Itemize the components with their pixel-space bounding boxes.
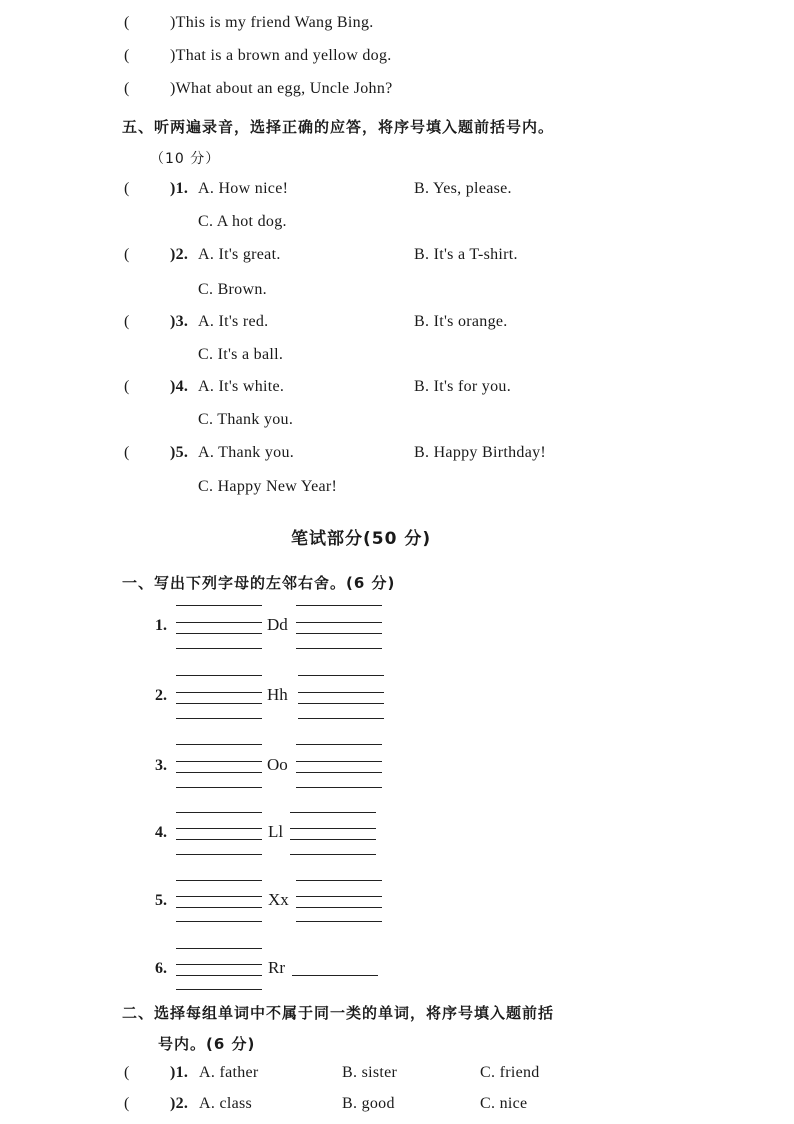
option-a: A. father — [199, 1064, 259, 1081]
writing-answer-line[interactable] — [176, 839, 262, 840]
section-heading-continued: 号内。(6 分) — [158, 1035, 256, 1053]
sentence-text: )That is a brown and yellow dog. — [170, 47, 392, 64]
writing-guide-line — [176, 880, 262, 881]
option-b: B. It's orange. — [414, 313, 508, 330]
item-number: 5. — [155, 892, 167, 909]
item-number: 3. — [155, 757, 167, 774]
writing-answer-line[interactable] — [176, 633, 262, 634]
written-section-title: 笔试部分(50 分) — [291, 529, 432, 549]
option-c: C. Happy New Year! — [198, 478, 338, 495]
writing-answer-line[interactable] — [176, 907, 262, 908]
section-heading: 五、听两遍录音，选择正确的应答，将序号填入题前括号内。 — [122, 118, 555, 136]
item-number: )1. — [170, 180, 189, 197]
sentence-text: )This is my friend Wang Bing. — [170, 14, 374, 31]
writing-answer-line[interactable] — [298, 703, 384, 704]
answer-paren[interactable]: ( — [124, 1095, 130, 1112]
section-heading: 二、选择每组单词中不属于同一类的单词，将序号填入题前括 — [122, 1004, 555, 1022]
option-b: B. It's a T-shirt. — [414, 246, 518, 263]
writing-answer-line[interactable] — [296, 772, 382, 773]
item-number: 6. — [155, 960, 167, 977]
writing-guide-line — [296, 605, 382, 606]
writing-guide-line — [176, 948, 262, 949]
option-c: C. nice — [480, 1095, 528, 1112]
option-b: B. Yes, please. — [414, 180, 512, 197]
letter-pair: Ll — [268, 822, 284, 841]
option-b: B. It's for you. — [414, 378, 512, 395]
letter-pair: Dd — [267, 615, 288, 634]
writing-guide-line — [296, 921, 382, 922]
answer-paren[interactable]: ( — [124, 80, 130, 97]
writing-guide-line — [296, 787, 382, 788]
writing-answer-line[interactable] — [296, 907, 382, 908]
option-b: B. sister — [342, 1064, 398, 1081]
answer-paren[interactable]: ( — [124, 246, 130, 263]
option-c: C. friend — [480, 1064, 540, 1081]
item-number: 4. — [155, 824, 167, 841]
answer-paren[interactable]: ( — [124, 313, 130, 330]
letter-pair: Xx — [268, 890, 289, 909]
option-a: A. It's white. — [198, 378, 285, 395]
writing-guide-line — [296, 761, 382, 762]
writing-answer-line[interactable] — [296, 633, 382, 634]
option-a: A. It's great. — [198, 246, 281, 263]
writing-guide-line — [176, 964, 262, 965]
writing-answer-line[interactable] — [290, 839, 376, 840]
writing-answer-line[interactable] — [176, 772, 262, 773]
writing-guide-line — [296, 880, 382, 881]
writing-guide-line — [296, 648, 382, 649]
section-heading: 一、写出下列字母的左邻右舍。(6 分) — [122, 574, 396, 592]
writing-guide-line — [176, 744, 262, 745]
answer-paren[interactable]: ( — [124, 47, 130, 64]
writing-guide-line — [176, 989, 262, 990]
option-b: B. Happy Birthday! — [414, 444, 547, 461]
answer-paren[interactable]: ( — [124, 14, 130, 31]
item-number: )4. — [170, 378, 189, 395]
writing-guide-line — [290, 812, 376, 813]
writing-guide-line — [298, 692, 384, 693]
writing-guide-line — [296, 622, 382, 623]
writing-guide-line — [176, 605, 262, 606]
answer-paren[interactable]: ( — [124, 180, 130, 197]
writing-guide-line — [176, 718, 262, 719]
writing-guide-line — [176, 648, 262, 649]
option-a: A. Thank you. — [198, 444, 295, 461]
writing-guide-line — [176, 854, 262, 855]
writing-guide-line — [176, 921, 262, 922]
writing-guide-line — [296, 744, 382, 745]
item-number: )3. — [170, 313, 189, 330]
item-number: 1. — [155, 617, 167, 634]
writing-guide-line — [176, 692, 262, 693]
writing-answer-line[interactable] — [176, 975, 262, 976]
item-number: )2. — [170, 1095, 189, 1112]
answer-paren[interactable]: ( — [124, 444, 130, 461]
writing-guide-line — [176, 761, 262, 762]
writing-guide-line — [176, 812, 262, 813]
sentence-text: )What about an egg, Uncle John? — [170, 80, 393, 97]
option-c: C. Brown. — [198, 281, 267, 298]
writing-guide-line — [176, 828, 262, 829]
option-a: A. It's red. — [198, 313, 269, 330]
answer-paren[interactable]: ( — [124, 1064, 130, 1081]
item-number: )1. — [170, 1064, 189, 1081]
item-number: )5. — [170, 444, 189, 461]
item-number: )2. — [170, 246, 189, 263]
option-b: B. good — [342, 1095, 395, 1112]
option-c: C. A hot dog. — [198, 213, 287, 230]
writing-guide-line — [296, 896, 382, 897]
writing-guide-line — [290, 854, 376, 855]
item-number: 2. — [155, 687, 167, 704]
option-c: C. Thank you. — [198, 411, 294, 428]
letter-pair: Rr — [268, 958, 285, 977]
writing-guide-line — [176, 622, 262, 623]
option-a: A. How nice! — [198, 180, 289, 197]
writing-answer-line[interactable] — [292, 975, 378, 976]
answer-paren[interactable]: ( — [124, 378, 130, 395]
letter-pair: Hh — [267, 685, 288, 704]
option-c: C. It's a ball. — [198, 346, 284, 363]
letter-pair: Oo — [267, 755, 288, 774]
writing-guide-line — [290, 828, 376, 829]
writing-guide-line — [176, 675, 262, 676]
writing-guide-line — [298, 675, 384, 676]
writing-guide-line — [298, 718, 384, 719]
writing-answer-line[interactable] — [176, 703, 262, 704]
writing-guide-line — [176, 896, 262, 897]
section-score: （10 分） — [150, 151, 221, 167]
option-a: A. class — [199, 1095, 253, 1112]
writing-guide-line — [176, 787, 262, 788]
